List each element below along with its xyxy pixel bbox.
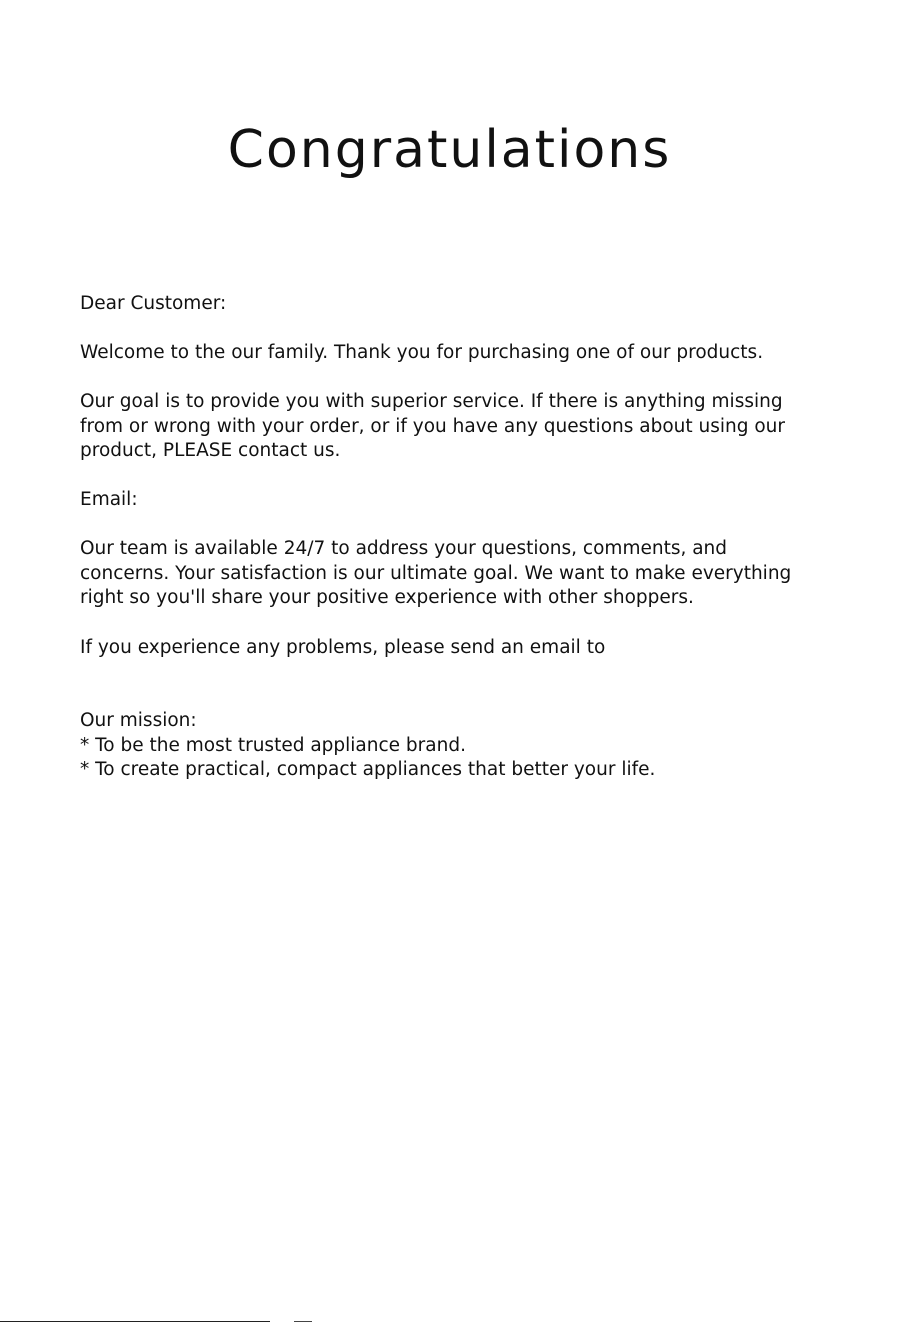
greeting-text: Dear Customer: — [80, 293, 227, 314]
footer-rule — [0, 1321, 270, 1322]
mission-item: * To create practical, compact appliances that better your life. — [80, 759, 656, 780]
mission-item: * To be the most trusted appliance brand. — [80, 734, 466, 756]
goal-paragraph: Our goal is to provide you with superior service. If there is anything missing from or wrong with your order, or if you have any questions about using our product, PLEASE contact us. — [80, 391, 786, 461]
email-label: Email: — [80, 489, 138, 510]
welcome-paragraph: Welcome to the our family. Thank you for purchasing one of our products. — [80, 342, 764, 363]
mission-list — [80, 734, 820, 783]
mission-section — [80, 709, 820, 783]
problems-paragraph: If you experience any problems, please send an email to — [80, 637, 606, 658]
footer-mark — [294, 1321, 312, 1322]
mission-heading: Our mission: — [80, 710, 197, 731]
page-title: Congratulations — [227, 120, 672, 180]
team-paragraph: Our team is available 24/7 to address your questions, comments, and concerns. Your satisfaction is our ultimate goal. We want to make everything right so you'll share your positive experience with other shoppers. — [80, 538, 792, 608]
